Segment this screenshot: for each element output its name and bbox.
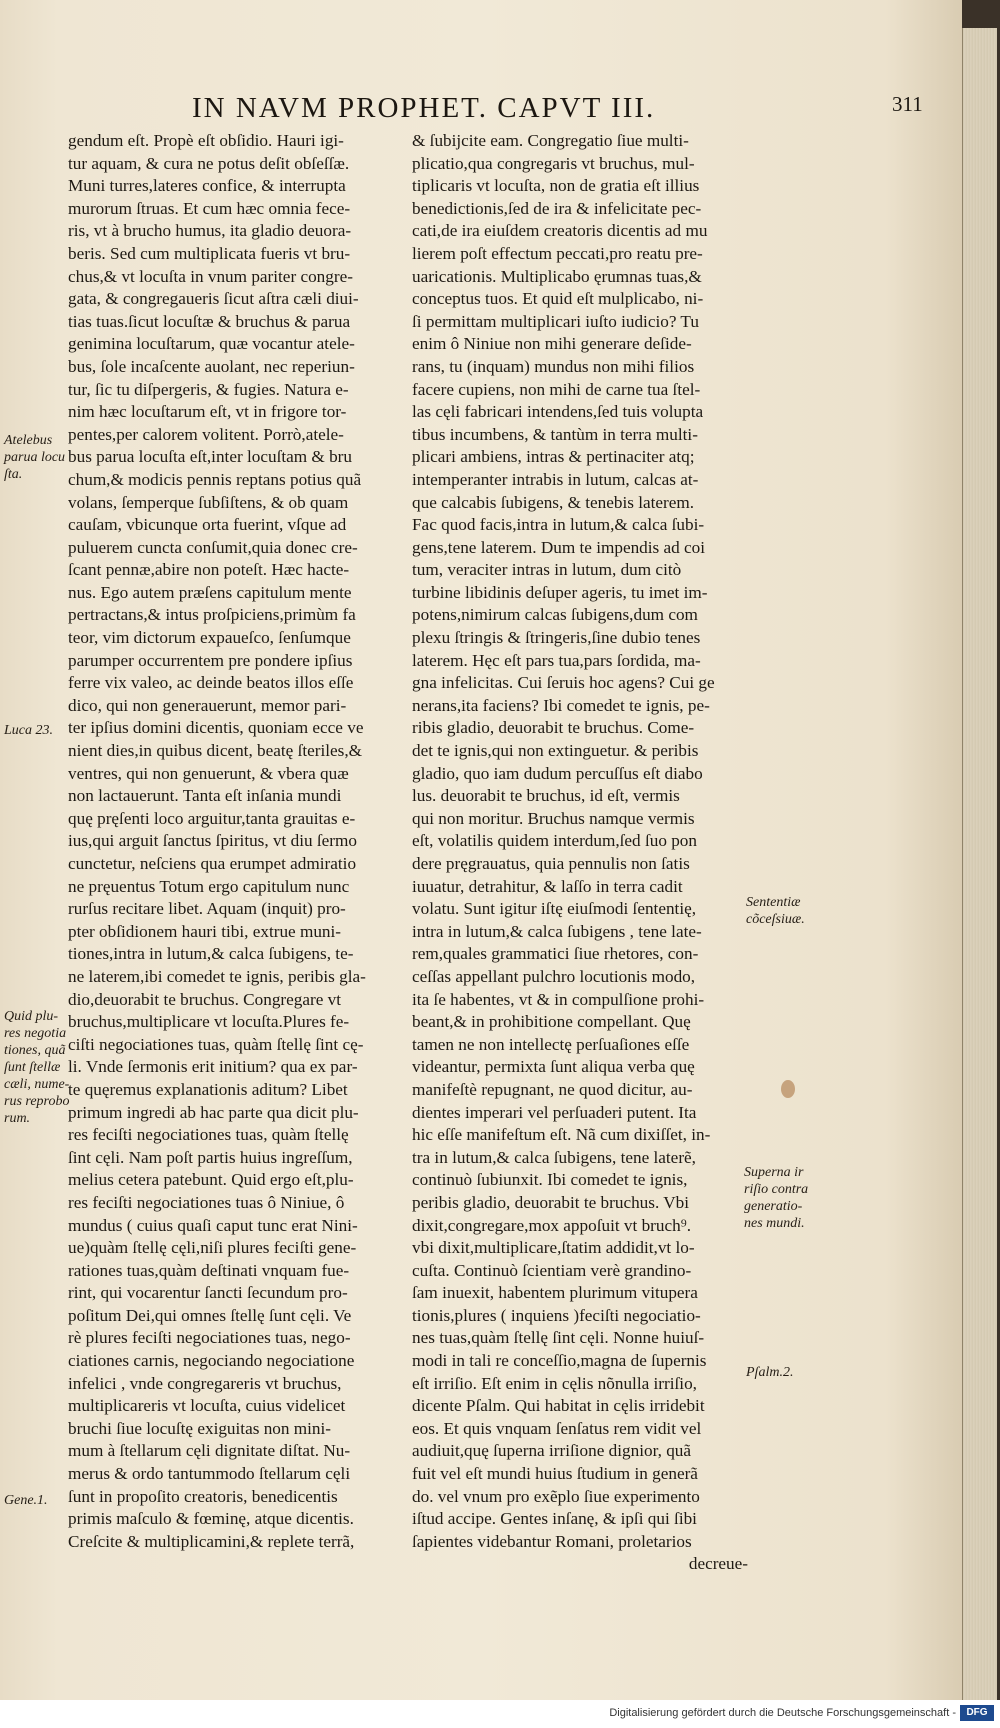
text-line: cauſam, vbicunque orta fuerint, vſque ad — [68, 515, 347, 535]
text-line: peribis gladio, deuorabit te bruchus. Vbi — [412, 1192, 690, 1212]
margin-note-line: riſio contra — [744, 1182, 809, 1197]
margin-note-superna — [744, 1164, 808, 1232]
margin-note-line: Quid plu- — [4, 1009, 59, 1024]
text-line: lierem poſt effectum peccati,pro reatu pre- — [412, 243, 703, 263]
text-line: rans, tu (inquam) mundus non mihi filios — [412, 356, 695, 376]
margin-note-line: rus reprobo — [4, 1094, 70, 1109]
text-line: merus & ordo tantummodo ſtellarum cęli — [68, 1464, 351, 1484]
margin-note-line: cæli, nume- — [4, 1077, 70, 1092]
text-line: fuit vel eſt mundi huius ſtudium in generã — [412, 1464, 698, 1484]
text-line: intemperanter intrabis in lutum, calcas at- — [412, 469, 699, 489]
text-line: ter ipſius domini dicentis, quoniam ecce ve — [68, 718, 364, 738]
text-line: te quęremus explanationis aditum? Libet — [68, 1079, 348, 1099]
text-line: tiones,intra in lutum,& calca ſubigens, te- — [68, 944, 354, 964]
text-line: genimina locuſtarum, quæ vocantur atele- — [68, 334, 355, 354]
text-line: gendum eſt. Propè eſt obſidio. Hauri igi- — [68, 131, 344, 150]
text-line: tra in lutum,& calca ſubigens, tene laterẽ, — [412, 1147, 696, 1167]
paper-stain — [781, 1080, 795, 1098]
text-line: tum, veraciter intras in lutum, dum citò — [412, 560, 682, 580]
text-line: multiplicareris vt locuſta, cuius videlicet — [68, 1396, 346, 1416]
text-line: rurſus recitare libet. Aquam (inquit) pro- — [68, 899, 346, 919]
margin-note-line: nes mundi. — [744, 1216, 805, 1231]
text-line: ita ſe habentes, vt & in compulſione prohi- — [412, 989, 705, 1009]
text-line: ciationes carnis, negociando negociatione — [68, 1351, 355, 1371]
text-line: eſt, volatilis quidem interdum,ſed ſuo pon — [412, 831, 697, 851]
text-line: nim hæc locuſtarum eſt, vt in frigore tor- — [68, 402, 347, 422]
text-line: pertractans,& intus proſpiciens,primùm fa — [68, 605, 356, 625]
text-line: volans, ſemperque ſubſiſtens, & ob quam — [68, 492, 349, 512]
text-line: nient dies,in quibus dicent, beatę ſteriles,& — [68, 741, 363, 761]
text-line: ius,qui arguit ſanctus ſpiritus, vt diu ſermo — [68, 831, 357, 851]
text-line: quę pręſenti loco arguitur,tanta grauitas e- — [68, 808, 356, 828]
text-line: ſint cęli. Nam poſt partis huius ingreſſum, — [68, 1147, 353, 1167]
text-line: videantur, permixta ſunt aliqua verba quę — [412, 1057, 695, 1077]
text-line: continuò ſubiunxit. Ibi comedet te ignis, — [412, 1170, 688, 1190]
text-line: que calcabis ſubigens, & tenebis laterem. — [412, 492, 695, 512]
text-line: bruchi ſiue locuſtę exiguitas non mini- — [68, 1418, 332, 1438]
footer-credit: Digitalisierung gefördert durch die Deutsche Forschungsgemeinschaft - — [609, 1707, 956, 1719]
text-line: beant,& in prohibitione compellant. Quę — [412, 1012, 691, 1032]
text-line: infelici , vnde congregareris vt bruchus, — [68, 1373, 342, 1393]
text-line: puluerem cuncta conſumit,quia donec cre- — [68, 537, 358, 557]
text-line: tur, ſic tu diſpergeris, & fugies. Natura e- — [68, 379, 349, 399]
text-line: rint, qui vocarentur ſancti ſecundum pro- — [68, 1283, 348, 1303]
text-line: rè plures feciſti negociationes tuas, nego- — [68, 1328, 351, 1348]
text-line: dientes imperari vel perſuaderi putent. Ita — [412, 1102, 697, 1122]
text-line: plexu ſtringis & ſtringeris,ſine dubio tenes — [412, 628, 701, 648]
text-line: qui non moritur. Bruchus namque vermis — [412, 808, 695, 828]
text-line: ferre vix valeo, ac deinde beatos illos eſſe — [68, 673, 354, 693]
margin-note-quid-plures — [4, 1008, 69, 1127]
text-line: iſtud accipe. Gentes inſanę, & ipſi qui ſibi — [412, 1509, 697, 1529]
text-line: plicatio,qua congregaris vt bruchus, mul- — [412, 153, 695, 173]
text-line: cuſta. Continuò ſcientiam verè grandino- — [412, 1260, 692, 1280]
margin-note-line: res negotia — [4, 1026, 67, 1041]
text-line: do. vel vnum pro exẽplo ſiue experimento — [412, 1486, 700, 1506]
left-text-column — [68, 130, 404, 1553]
page-number: 311 — [892, 92, 923, 116]
text-line: chum,& modicis pennis reptans potius quã — [68, 469, 362, 489]
text-line: rationes tuas,quàm deſtinati vnquam fue- — [68, 1260, 350, 1280]
text-line: plicari ambiens, intras & pertinaciter atq; — [412, 447, 695, 467]
text-line: tias tuas.ſicut locuſtæ & bruchus & parua — [68, 311, 351, 331]
text-line: Fac quod facis,intra in lutum,& calca ſubi- — [412, 515, 705, 535]
text-line: facere cupiens, non mihi de carne tua ſtel- — [412, 379, 701, 399]
text-line: ue)quàm ſtellę cęli,niſi plures feciſti gene- — [68, 1238, 357, 1258]
text-line: mundus ( cuius quaſi caput tunc erat Nini- — [68, 1215, 358, 1235]
margin-note-psalm — [746, 1364, 793, 1381]
text-line: dixit,congregare,mox appoſuit vt bruch⁹. — [412, 1215, 692, 1235]
text-line: teor, vim dictorum expaueſco, ſenſumque — [68, 628, 351, 648]
dfg-logo: DFG — [960, 1705, 994, 1721]
text-line: pter obſidionem hauri tibi, extrue muni- — [68, 921, 342, 941]
text-line: decreue- — [688, 1554, 748, 1574]
text-line: ceſſas appellant pulchro locutionis modo, — [412, 966, 696, 986]
text-line: ne laterem,ibi comedet te ignis, peribis gla- — [68, 966, 366, 986]
text-line: potens,nimirum calcas ſubigens,dum com — [412, 605, 698, 625]
margin-note-line: ſunt ſtellæ — [4, 1060, 61, 1075]
text-line: tur aquam, & cura ne potus deſit obſeſſæ. — [68, 153, 350, 173]
margin-note-line: cõceſsiuæ. — [746, 912, 805, 927]
text-line: dio,deuorabit te bruchus. Congregare vt — [68, 989, 342, 1009]
right-text-column — [412, 130, 748, 1576]
text-line: Muni turres,lateres confice, & interrupta — [68, 176, 346, 196]
margin-note-line: Atelebus — [4, 433, 53, 448]
text-line: tionis,plures ( inquiens )feciſti negociatio- — [412, 1305, 701, 1325]
text-line: primum ingredi ab hac parte qua dicit plu- — [68, 1102, 359, 1122]
text-line: beris. Sed cum multiplicata fueris vt bru- — [68, 243, 351, 263]
text-line: enim ô Niniue non mihi generare deſide- — [412, 334, 692, 354]
text-line: las cęli fabricari intendens,ſed tuis volupta — [412, 402, 704, 422]
margin-note-atelebus — [4, 432, 65, 483]
book-page-edges — [962, 28, 997, 1700]
text-line: ciſti negociationes tuas, quàm ſtellę ſint cę- — [68, 1034, 364, 1054]
text-line: dico, qui non generauerunt, memor pari- — [68, 695, 347, 715]
text-line: eſt irriſio. Eſt enim in cęlis nõnulla irriſio, — [412, 1373, 697, 1393]
margin-note-sententiae — [746, 894, 805, 928]
text-line: ſunt in propoſito creatoris, benedicentis — [68, 1486, 338, 1506]
margin-note-line: Gene.1. — [4, 1493, 48, 1508]
text-line: pentes,per calorem volitent. Porrò,atele- — [68, 424, 344, 444]
text-line: ſapientes videbantur Romani, proletarios — [412, 1531, 692, 1551]
text-line: nerans,ita faciens? Ibi comedet te ignis, pe- — [412, 695, 710, 715]
text-line: melius cetera patebunt. Quid ergo eſt,plu- — [68, 1170, 354, 1190]
text-line: & ſubijcite eam. Congregatio ſiue multi- — [412, 131, 689, 150]
text-line: laterem. Hęc eſt pars tua,pars ſordida, ma- — [412, 650, 701, 670]
text-line: mum à ſtellarum cęli dignitate diſtat. Nu- — [68, 1441, 351, 1461]
margin-note-line: Sententiæ — [746, 895, 801, 910]
text-line: ne pręuentus Totum ergo capitulum nunc — [68, 876, 350, 896]
text-line: primis maſculo & fœminę, atque dicentis. — [68, 1509, 354, 1529]
margin-note-line: parua locu — [4, 450, 66, 465]
text-line: ventres, qui non genuerunt, & vbera quæ — [68, 763, 349, 783]
text-line: manifeſtè repugnant, ne quod dicitur, au- — [412, 1079, 693, 1099]
text-line: ribis gladio, deuorabit te bruchus. Come- — [412, 718, 695, 738]
text-line: iuuatur, detrahitur, & laſſo in terra cadit — [412, 876, 683, 896]
text-line: dicente Pſalm. Qui habitat in cęlis irridebit — [412, 1396, 705, 1416]
text-line: bruchus,multiplicare vt locuſta.Plures fe- — [68, 1012, 350, 1032]
text-line: Creſcite & multiplicamini,& replete terrã, — [68, 1531, 355, 1551]
text-line: det te ignis,qui non extinguetur. & peribis — [412, 741, 699, 761]
text-line: turbine libidinis deſuper ageris, tu imet im- — [412, 582, 708, 602]
text-line: li. Vnde ſermonis erit initium? qua ex par- — [68, 1057, 358, 1077]
text-line: gata, & congregaueris ſicut aſtra cæli diui- — [68, 289, 359, 309]
text-line: gladio, quo iam dudum percuſſus eſt diabo — [412, 763, 703, 783]
text-line: nes tuas,quàm ſtellę ſint cęli. Nonne huiuſ- — [412, 1328, 705, 1348]
text-line: conceptus tuos. Et quid eſt mulplicabo, ni- — [412, 289, 704, 309]
text-line: murorum ſtruas. Et cum hæc omnia fece- — [68, 198, 351, 218]
text-line: tiplicaris vt locuſta, non de gratia eſt illius — [412, 176, 700, 196]
text-line: chus,& vt locuſta in vnum pariter congre- — [68, 266, 353, 286]
text-line: lus. deuorabit te bruchus, id eſt, vermis — [412, 786, 680, 806]
text-line: ris, vt à brucho humus, ita gladio deuora- — [68, 221, 352, 241]
text-line: parumper occurrentem pre pondere ipſius — [68, 650, 353, 670]
text-line: benedictionis,ſed de ira & infelicitate pec- — [412, 198, 702, 218]
margin-note-line: tiones, quã — [4, 1043, 66, 1058]
text-line: nus. Ego autem præſens capitulum mente — [68, 582, 352, 602]
margin-note-luca — [4, 722, 53, 739]
text-line: tamen ne non intellectę perſuaſiones eſſe — [412, 1034, 690, 1054]
text-line: cunctetur, neſciens qua erumpet admiratio — [68, 854, 357, 873]
text-line: hic eſſe manifeſtum eſt. Nã cum dixiſſet, in- — [412, 1125, 711, 1145]
text-line: modi in tali re conceſſio,magna de ſupernis — [412, 1351, 707, 1371]
text-line: vbi dixit,multiplicare,ſtatim addidit,vt lo- — [412, 1238, 695, 1258]
text-line: uaricationis. Multiplicabo ęrumnas tuas,& — [412, 266, 702, 286]
text-line: volatu. Sunt igitur iſtę eiuſmodi ſententię, — [412, 899, 697, 919]
text-line: bus parua locuſta eſt,inter locuſtam & bru — [68, 447, 352, 467]
text-line: non lactauerunt. Tanta eſt inſania mundi — [68, 786, 342, 806]
text-line: dere pręgrauatus, quia pennulis non ſatis — [412, 854, 690, 873]
text-line: intra in lutum,& calca ſubigens , tene late- — [412, 921, 702, 941]
text-line: poſitum Dei,qui omnes ſtellę ſunt cęli. Ve — [68, 1305, 352, 1325]
text-line: gens,tene laterem. Dum te impendis ad coi — [412, 537, 706, 557]
text-line: audiuit,quę ſuperna irriſione dignior, quã — [412, 1441, 692, 1461]
running-header: IN NAVM PROPHET. CAPVT III. — [192, 92, 656, 124]
margin-note-line: Pſalm.2. — [746, 1365, 794, 1380]
footer-bar — [0, 1700, 1000, 1728]
margin-note-line: Luca 23. — [4, 723, 53, 738]
margin-note-line: ſta. — [4, 467, 23, 482]
text-line: eos. Et quis vnquam ſenſatus rem vidit vel — [412, 1418, 702, 1438]
text-line: ſi permittam multiplicari iuſto iudicio? Tu — [412, 311, 699, 331]
text-line: bus, ſole incaſcente auolant, nec reperiun- — [68, 356, 355, 376]
text-line: ſam inuexit, habentem plurimum vitupera — [412, 1283, 698, 1303]
margin-note-gene — [4, 1492, 48, 1509]
text-line: rem,quales grammatici ſiue rhetores, con- — [412, 944, 699, 964]
text-line: res feciſti negociationes tuas ô Niniue, ô — [68, 1192, 345, 1212]
margin-note-line: generatio- — [744, 1199, 803, 1214]
text-line: tibus incumbens, & tantùm in terra multi- — [412, 424, 698, 444]
text-line: ſcant pennæ,abire non poteſt. Hæc hacte- — [68, 560, 350, 580]
text-line: cati,de ira eiuſdem creatoris dicentis ad mu — [412, 221, 708, 241]
text-line: gna infelicitas. Cui ſeruis hoc agens? Cui ge — [412, 673, 715, 693]
margin-note-line: rum. — [4, 1111, 31, 1126]
text-line: res feciſti negociationes tuas, quàm ſtellę — [68, 1125, 349, 1145]
margin-note-line: Superna ir — [744, 1165, 804, 1180]
